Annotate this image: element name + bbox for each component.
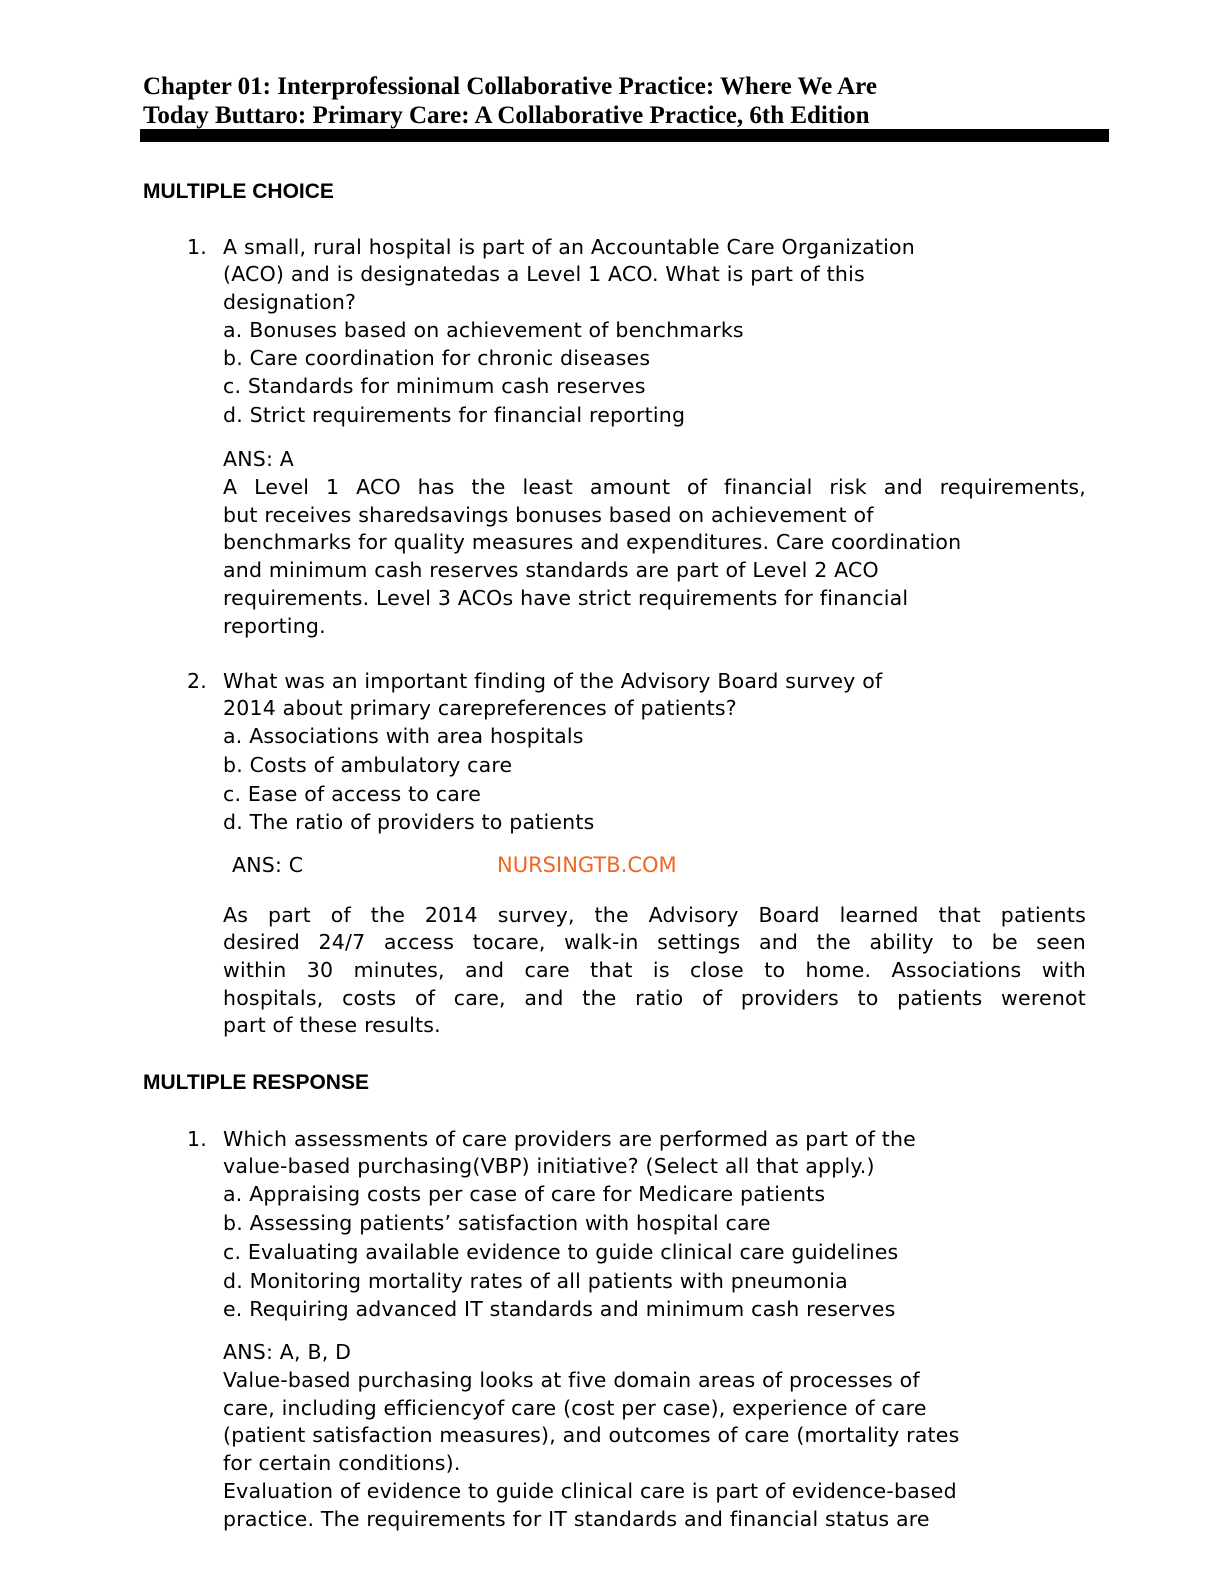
option-e: e. Requiring advanced IT standards and minimum cash reserves bbox=[223, 1297, 896, 1321]
rationale-line: hospitals, costs of care, and the ratio of providers to patients werenot bbox=[223, 986, 1086, 1010]
option-c: c. Evaluating available evidence to guide clinical care guidelines bbox=[223, 1240, 899, 1264]
rationale-line: within 30 minutes, and care that is close to home. Associations with bbox=[223, 958, 1086, 982]
rationale-line: Evaluation of evidence to guide clinical care is part of evidence-based bbox=[223, 1479, 957, 1503]
answer: ANS: A bbox=[223, 447, 295, 471]
rationale-line: care, including efficiencyof care (cost per case), experience of care bbox=[223, 1396, 927, 1420]
rationale-line: and minimum cash reserves standards are part of Level 2 ACO bbox=[223, 558, 879, 582]
question-stem: 2014 about primary carepreferences of patients? bbox=[223, 696, 737, 720]
question-stem: Which assessments of care providers are performed as part of the bbox=[223, 1127, 916, 1151]
option-a: a. Bonuses based on achievement of benchmarks bbox=[223, 318, 744, 342]
document-title-line-2: Today Buttaro: Primary Care: A Collaborative Practice, 6th Edition bbox=[143, 102, 870, 129]
section-heading-multiple-response: MULTIPLE RESPONSE bbox=[143, 1071, 369, 1094]
rationale-line: As part of the 2014 survey, the Advisory Board learned that patients bbox=[223, 903, 1086, 927]
question-number: 2. bbox=[187, 669, 207, 693]
rationale-line: part of these results. bbox=[223, 1013, 441, 1037]
question-number: 1. bbox=[187, 1127, 207, 1151]
option-b: b. Assessing patients’ satisfaction with hospital care bbox=[223, 1211, 771, 1235]
rationale-line: but receives sharedsavings bonuses based on achievement of bbox=[223, 503, 874, 527]
option-d: d. Strict requirements for financial reporting bbox=[223, 403, 686, 427]
document-title-line-1: Chapter 01: Interprofessional Collaborative Practice: Where We Are bbox=[143, 73, 877, 100]
question-stem: (ACO) and is designatedas a Level 1 ACO. What is part of this bbox=[223, 262, 865, 286]
rationale-line: benchmarks for quality measures and expenditures. Care coordination bbox=[223, 530, 962, 554]
watermark: NURSINGTB.COM bbox=[497, 853, 677, 877]
rationale-line: requirements. Level 3 ACOs have strict requirements for financial bbox=[223, 586, 909, 610]
question-stem: What was an important finding of the Advisory Board survey of bbox=[223, 669, 883, 693]
question-stem: A small, rural hospital is part of an Accountable Care Organization bbox=[223, 235, 915, 259]
rationale-line: practice. The requirements for IT standards and financial status are bbox=[223, 1507, 930, 1531]
rationale-line: (patient satisfaction measures), and outcomes of care (mortality rates bbox=[223, 1423, 960, 1447]
option-d: d. Monitoring mortality rates of all patients with pneumonia bbox=[223, 1269, 848, 1293]
option-c: c. Ease of access to care bbox=[223, 782, 482, 806]
option-b: b. Care coordination for chronic diseases bbox=[223, 346, 651, 370]
question-stem: designation? bbox=[223, 290, 357, 314]
option-c: c. Standards for minimum cash reserves bbox=[223, 374, 646, 398]
section-heading-multiple-choice: MULTIPLE CHOICE bbox=[143, 180, 334, 203]
answer: ANS: C bbox=[232, 853, 304, 877]
option-d: d. The ratio of providers to patients bbox=[223, 810, 595, 834]
option-a: a. Associations with area hospitals bbox=[223, 724, 584, 748]
question-number: 1. bbox=[187, 235, 207, 259]
answer: ANS: A, B, D bbox=[223, 1340, 352, 1364]
rationale-line: Value-based purchasing looks at five domain areas of processes of bbox=[223, 1368, 920, 1392]
rationale-line: desired 24/7 access tocare, walk-in settings and the ability to be seen bbox=[223, 930, 1086, 954]
header-rule bbox=[140, 129, 1109, 142]
option-a: a. Appraising costs per case of care for Medicare patients bbox=[223, 1182, 826, 1206]
option-b: b. Costs of ambulatory care bbox=[223, 753, 513, 777]
rationale-line: reporting. bbox=[223, 614, 326, 638]
rationale-line: for certain conditions). bbox=[223, 1451, 461, 1475]
question-stem: value-based purchasing(VBP) initiative? (Select all that apply.) bbox=[223, 1154, 875, 1178]
rationale-line: A Level 1 ACO has the least amount of financial risk and requirements, bbox=[223, 475, 1086, 499]
